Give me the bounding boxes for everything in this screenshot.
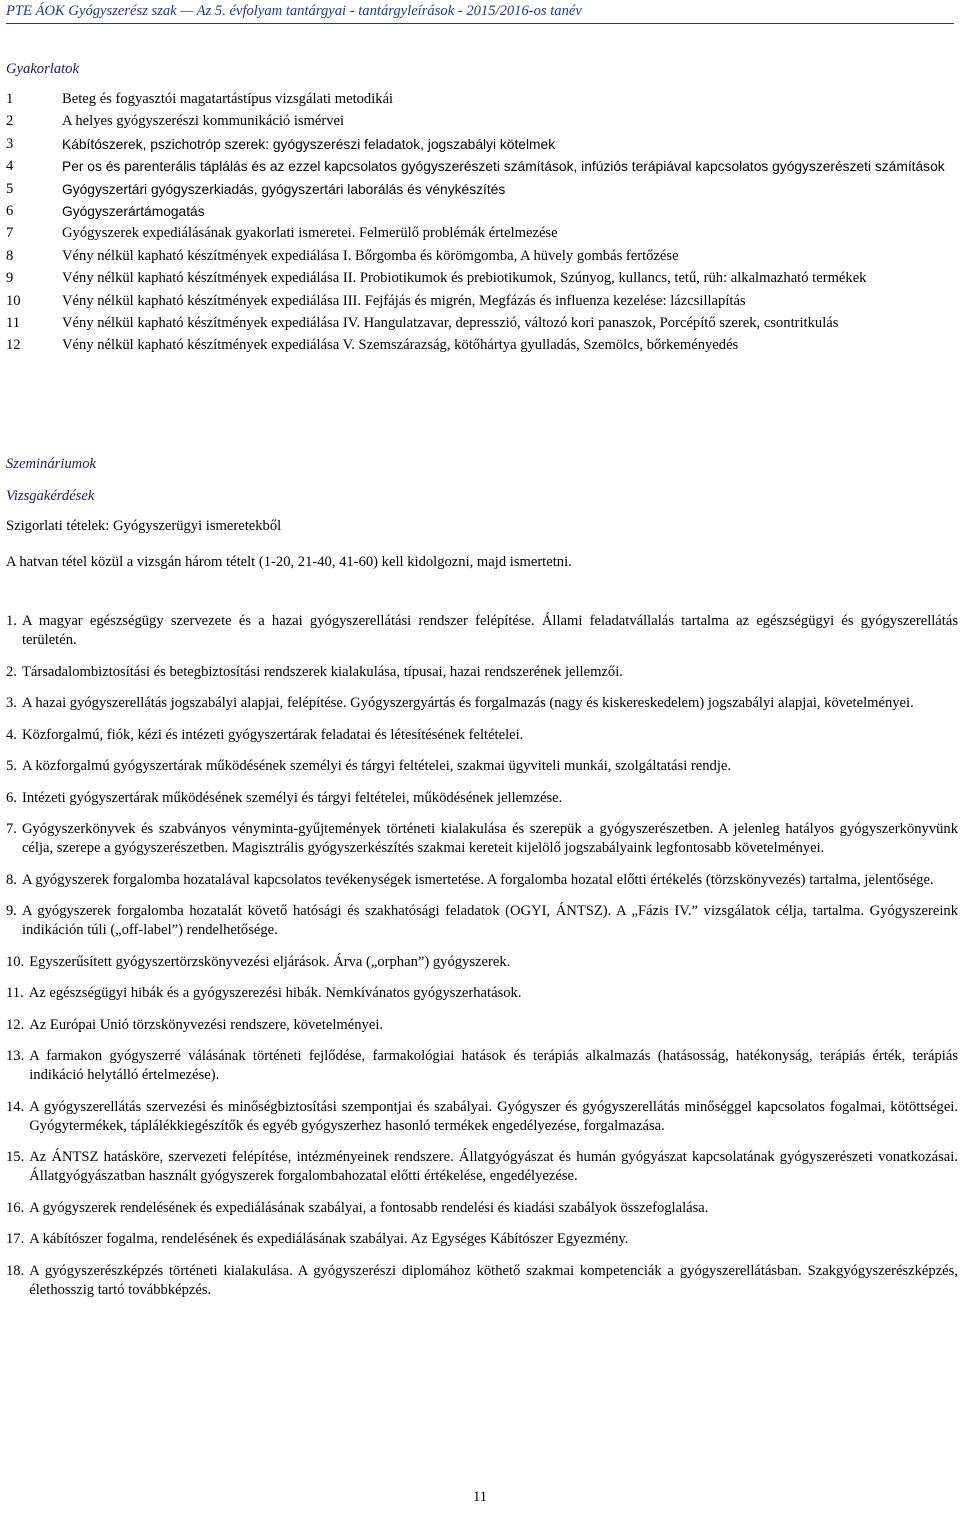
exam-topic bbox=[6, 1016, 958, 1035]
exam-topic-text: Közforgalmú, fiók, kézi és intézeti gyógyszertárak feladatai és létesítésének feltételei. bbox=[21, 726, 524, 743]
exam-topic-number: 14. bbox=[6, 1098, 25, 1115]
exam-topic bbox=[6, 694, 958, 713]
running-header bbox=[6, 2, 954, 24]
exam-topic-number: 18. bbox=[6, 1262, 25, 1279]
practice-text: Gyógyszerek expediálásának gyakorlati ismeretei. Felmerülő problémák értelmezése bbox=[62, 225, 558, 242]
exam-topic-text: Egyszerűsített gyógyszertörzskönyvezési eljárások. Árva („orphan”) gyógyszerek. bbox=[29, 953, 511, 970]
exam-topic-text: A farmakon gyógyszerré válásának történeti fejlődése, farmakológiai hatások és terápiás alkalmazás (hatásosság, hatékonyság, terápiás érték, terápiás indikáció helytálló értelmezése). bbox=[29, 1048, 958, 1083]
practice-text: Vény nélkül kapható készítmények expediálása IV. Hangulatzavar, depresszió, változó kori panaszok, Porcépítő szerek, csontritkulás bbox=[62, 314, 839, 331]
seminars-heading: Szemináriumok bbox=[6, 456, 96, 472]
practice-number: 1 bbox=[6, 91, 14, 107]
practice-item bbox=[6, 90, 956, 109]
exam-topic bbox=[6, 1047, 958, 1085]
practice-item bbox=[6, 112, 956, 131]
exam-topic-text: A gyógyszerek rendelésének és expediálásának szabályai, a fontosabb rendelési és kiadási szabályok összefoglalása. bbox=[29, 1199, 709, 1216]
exam-topic-number: 6. bbox=[6, 789, 17, 806]
practice-item bbox=[6, 292, 956, 311]
exam-topic-text: A magyar egészségügy szervezete és a hazai gyógyszerellátási rendszer felépítése. Állami feladatvállalás tartalma az egészségügyi és gyógyszerellátás területén. bbox=[21, 613, 958, 648]
practice-item bbox=[6, 135, 956, 154]
strict-topics-line: Szigorlati tételek: Gyógyszerügyi ismeretekből bbox=[6, 518, 282, 534]
exam-topic-text: A gyógyszerészképzés történeti kialakulása. A gyógyszerészi diplomához köthető szakmai kompetenciák a gyógyszerellátásban. Szakgyógyszerészképzés, élethosszig tartó továbbképzés. bbox=[29, 1262, 958, 1298]
exam-questions-heading: Vizsgakérdések bbox=[6, 488, 95, 504]
page-number: 11 bbox=[472, 1489, 488, 1505]
practice-text: A helyes gyógyszerészi kommunikáció ismérvei bbox=[62, 113, 345, 130]
exam-topic bbox=[6, 1262, 958, 1300]
exam-topic-number: 5. bbox=[6, 758, 17, 774]
practice-number: 8 bbox=[6, 247, 14, 264]
practice-text: Vény nélkül kapható készítmények expediálása V. Szemszárazság, kötőhártya gyulladás, Szemölcs, bőrkeményedés bbox=[62, 337, 739, 354]
exam-topic bbox=[6, 726, 958, 745]
exam-topic bbox=[6, 871, 958, 890]
exam-topic bbox=[6, 984, 958, 1003]
exam-topic bbox=[6, 663, 958, 682]
exam-topic-number: 10. bbox=[6, 953, 25, 970]
practice-number: 7 bbox=[6, 225, 14, 242]
practice-item bbox=[6, 314, 956, 333]
exam-topic-number: 1. bbox=[6, 613, 17, 629]
exam-topic-number: 4. bbox=[6, 726, 17, 743]
practice-item bbox=[6, 202, 956, 221]
exam-topic-number: 3. bbox=[6, 695, 17, 711]
exam-topic bbox=[6, 1098, 958, 1136]
practice-text: Beteg és fogyasztói magatartástípus vizsgálati metodikái bbox=[62, 91, 394, 107]
exam-topic-text: Az Európai Unió törzskönyvezési rendszere, követelményei. bbox=[29, 1016, 384, 1033]
practice-text: Per os és parenterális táplálás és az ezzel kapcsolatos gyógyszerészeti számítások, infúziós terápiával kapcsolatos gyógyszerészeti számítások bbox=[62, 159, 945, 175]
practice-text: Gyógyszertári gyógyszerkiadás, gyógyszertári laborálás és vénykészítés bbox=[62, 181, 506, 197]
exam-topic-number: 9. bbox=[6, 903, 17, 919]
practice-number: 10 bbox=[6, 292, 21, 309]
practice-number: 4 bbox=[6, 158, 14, 175]
exam-topic-number: 15. bbox=[6, 1149, 25, 1165]
practice-text: Gyógyszerártámogatás bbox=[62, 203, 205, 219]
exam-topic-number: 13. bbox=[6, 1048, 25, 1064]
exam-topic-number: 17. bbox=[6, 1231, 25, 1247]
exam-topic bbox=[6, 1230, 958, 1249]
practice-item bbox=[6, 269, 956, 288]
practice-text: Vény nélkül kapható készítmények expediálása I. Bőrgomba és körömgomba, A hüvely gombás fertőzése bbox=[62, 247, 679, 264]
practice-item bbox=[6, 247, 956, 266]
exam-topic bbox=[6, 902, 958, 940]
exam-topic bbox=[6, 612, 958, 650]
exam-topic-text: Intézeti gyógyszertárak működésének személyi és tárgyi feltételei, működésének jellemzése. bbox=[21, 789, 563, 806]
exam-topic-text: A kábítószer fogalma, rendelésének és expediálásának szabályai. Az Egységes Kábítószer Egyezmény. bbox=[29, 1231, 629, 1247]
exam-topic-number: 2. bbox=[6, 663, 17, 680]
practices-list bbox=[6, 90, 956, 359]
practice-item bbox=[6, 180, 956, 199]
exam-topic-number: 8. bbox=[6, 871, 17, 888]
exam-topic bbox=[6, 953, 958, 972]
exam-topic-text: Az egészségügyi hibák és a gyógyszerezési hibák. Nemkívánatos gyógyszerhatások. bbox=[28, 985, 522, 1001]
practice-number: 3 bbox=[6, 135, 14, 152]
practice-number: 5 bbox=[6, 180, 14, 197]
exam-topic-number: 7. bbox=[6, 821, 17, 837]
exam-topic bbox=[6, 1199, 958, 1218]
exam-topic-text: Az ÁNTSZ hatásköre, szervezeti felépítése, intézményeinek rendszere. Állatgyógyászat és humán gyógyászat kapcsolatának gyógyszerészeti vonatkozásai. Állatgyógyászatban használt gyógyszerek forgalombahozatal előtti értékelése, engedélyezése. bbox=[29, 1149, 958, 1184]
running-title: PTE ÁOK Gyógyszerész szak — Az 5. évfolyam tantárgyai - tantárgyleírások - 2015/2016-os tanév bbox=[6, 3, 582, 19]
exam-topic bbox=[6, 820, 958, 858]
practice-number: 9 bbox=[6, 270, 14, 287]
exam-instruction: A hatvan tétel közül a vizsgán három tételt (1-20, 21-40, 41-60) kell kidolgozni, majd ismertetni. bbox=[6, 554, 572, 570]
exam-topic-text: A hazai gyógyszerellátás jogszabályi alapjai, felépítése. Gyógyszergyártás és forgalmazás (nagy és kiskereskedelem) jogszabályi alapjai, követelményei. bbox=[21, 695, 914, 711]
exam-topic-text: Társadalombiztosítási és betegbiztosítási rendszerek kialakulása, típusai, hazai rendszerének jellemzői. bbox=[21, 663, 623, 680]
exam-topic bbox=[6, 789, 958, 808]
practice-number: 2 bbox=[6, 113, 14, 130]
practice-item bbox=[6, 336, 956, 355]
exam-topic-number: 12. bbox=[6, 1016, 25, 1033]
exam-topic-number: 16. bbox=[6, 1199, 25, 1216]
practice-item bbox=[6, 224, 956, 243]
exam-topic bbox=[6, 757, 958, 776]
exam-topic-text: A gyógyszerellátás szervezési és minőségbiztosítási szempontjai és szabályai. Gyógyszer és gyógyszerellátás minőséggel kapcsolatos fogalmai, kötöttségei. Gyógytermékek, táplálékkiegészítők és egyéb gyógyszerhez hasonló termékek engedélyezése, forgalmazása. bbox=[29, 1098, 958, 1134]
practice-item bbox=[6, 157, 956, 176]
practice-number: 12 bbox=[6, 337, 21, 354]
practice-text: Kábítószerek, pszichotróp szerek: gyógyszerészi feladatok, jogszabályi kötelmek bbox=[62, 136, 556, 152]
practice-text: Vény nélkül kapható készítmények expediálása II. Probiotikumok és prebiotikumok, Szúnyog, kullancs, tetű, rüh: alkalmazható termékek bbox=[62, 270, 867, 287]
exam-topic-text: A közforgalmú gyógyszertárak működésének személyi és tárgyi feltételei, szakmai ügyviteli munkái, szolgáltatási rendje. bbox=[21, 758, 732, 774]
exam-topic-text: A gyógyszerek forgalomba hozatalát követő hatósági és szakhatósági feladatok (OGYI, ÁNTSZ). A „Fázis IV.” vizsgálatok célja, tartalma. Gyógyszereink indikáción túli („off-label”) rendelhetősége. bbox=[21, 903, 958, 938]
practice-text: Vény nélkül kapható készítmények expediálása III. Fejfájás és migrén, Megfázás és influenza kezelése: lázcsillapítás bbox=[62, 292, 746, 309]
practices-heading: Gyakorlatok bbox=[6, 61, 79, 77]
practice-number: 11 bbox=[6, 314, 21, 331]
practice-number: 6 bbox=[6, 202, 14, 219]
exam-topic bbox=[6, 1148, 958, 1186]
exam-topic-number: 11. bbox=[6, 985, 24, 1001]
exam-topics-list bbox=[6, 612, 958, 1312]
exam-topic-text: A gyógyszerek forgalomba hozatalával kapcsolatos tevékenységek ismertetése. A forgalomba hozatal előtti értékelés (törzskönyvezés) tartalma, jelentősége. bbox=[21, 871, 934, 888]
exam-topic-text: Gyógyszerkönyvek és szabványos vényminta-gyűjtemények történeti kialakulása és szerepük a gyógyszerészetben. A jelenleg hatályos gyógyszerkönyvünk célja, szerepe a gyógyszerészetben. Magisztrális gyógyszerkészítés szakmai kereteit kijelölő jogszabályaink legfontosabb követelményei. bbox=[21, 821, 958, 856]
